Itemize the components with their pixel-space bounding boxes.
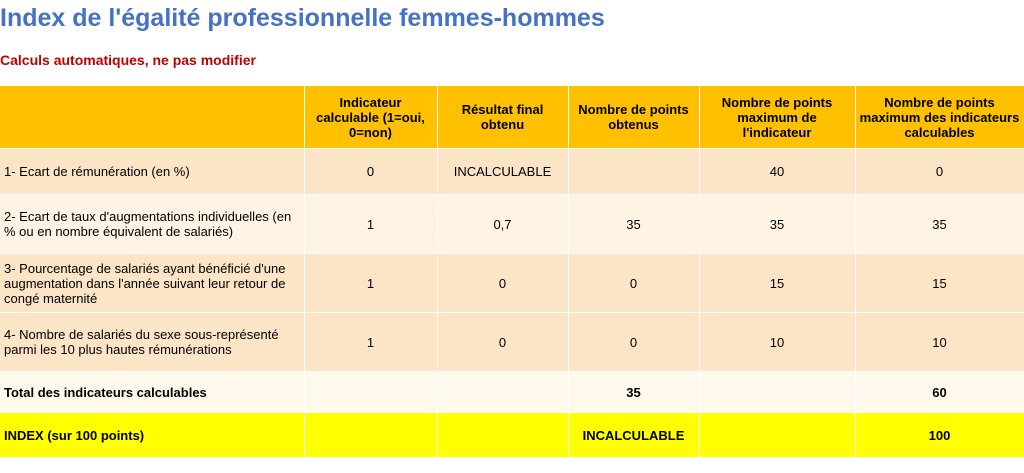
total-max-calculables-cell[interactable]: 60: [855, 372, 1024, 413]
points-cell[interactable]: 35: [568, 195, 699, 254]
row-label-cell[interactable]: 3- Pourcentage de salariés ayant bénéficié d'une augmentation dans l'année suivant leur retour de congé maternité: [0, 254, 304, 313]
empty-cell[interactable]: [437, 372, 568, 413]
row-label-cell[interactable]: 1- Ecart de rémunération (en %): [0, 149, 304, 195]
empty-cell[interactable]: [699, 413, 855, 458]
warning-subtitle: Calculs automatiques, ne pas modifier: [0, 52, 256, 68]
table-row: [0, 313, 1024, 372]
resultat-cell[interactable]: 0: [437, 313, 568, 372]
max-calculables-cell[interactable]: 35: [855, 195, 1024, 254]
empty-cell[interactable]: [699, 372, 855, 413]
calculable-cell[interactable]: 0: [304, 149, 437, 195]
calculable-cell[interactable]: 1: [304, 313, 437, 372]
index-table: [0, 86, 1024, 458]
index-value-cell[interactable]: INCALCULABLE: [568, 413, 699, 458]
total-row: [0, 372, 1024, 413]
max-indicateur-cell[interactable]: 35: [699, 195, 855, 254]
index-label-cell[interactable]: INDEX (sur 100 points): [0, 413, 304, 458]
header-cell-label[interactable]: [0, 86, 304, 149]
total-points-cell[interactable]: 35: [568, 372, 699, 413]
resultat-cell[interactable]: INCALCULABLE: [437, 149, 568, 195]
calculable-cell[interactable]: 1: [304, 254, 437, 313]
calculable-cell[interactable]: 1: [304, 195, 437, 254]
table-row: [0, 254, 1024, 313]
empty-cell[interactable]: [437, 413, 568, 458]
empty-cell[interactable]: [304, 372, 437, 413]
header-cell-points[interactable]: Nombre de points obtenus: [568, 86, 699, 149]
header-cell-max-calculables[interactable]: Nombre de points maximum des indicateurs calculables: [855, 86, 1024, 149]
max-calculables-cell[interactable]: 15: [855, 254, 1024, 313]
empty-cell[interactable]: [304, 413, 437, 458]
max-calculables-cell[interactable]: 10: [855, 313, 1024, 372]
max-indicateur-cell[interactable]: 15: [699, 254, 855, 313]
table-row: [0, 149, 1024, 195]
max-calculables-cell[interactable]: 0: [855, 149, 1024, 195]
header-cell-resultat[interactable]: Résultat final obtenu: [437, 86, 568, 149]
total-label-cell[interactable]: Total des indicateurs calculables: [0, 372, 304, 413]
points-cell[interactable]: 0: [568, 254, 699, 313]
index-max-cell[interactable]: 100: [855, 413, 1024, 458]
page-title: Index de l'égalité professionnelle femmes-hommes: [0, 4, 605, 32]
row-label-cell[interactable]: 4- Nombre de salariés du sexe sous-représenté parmi les 10 plus hautes rémunérations: [0, 313, 304, 372]
table-row: [0, 195, 1024, 254]
header-row: [0, 86, 1024, 149]
index-row: [0, 413, 1024, 458]
resultat-cell[interactable]: 0: [437, 254, 568, 313]
row-label-cell[interactable]: 2- Ecart de taux d'augmentations individuelles (en % ou en nombre équivalent de salariés): [0, 195, 304, 254]
header-cell-max-indicateur[interactable]: Nombre de points maximum de l'indicateur: [699, 86, 855, 149]
max-indicateur-cell[interactable]: 40: [699, 149, 855, 195]
resultat-cell[interactable]: 0,7: [437, 195, 568, 254]
points-cell[interactable]: [568, 149, 699, 195]
max-indicateur-cell[interactable]: 10: [699, 313, 855, 372]
header-cell-calculable[interactable]: Indicateur calculable (1=oui, 0=non): [304, 86, 437, 149]
points-cell[interactable]: 0: [568, 313, 699, 372]
